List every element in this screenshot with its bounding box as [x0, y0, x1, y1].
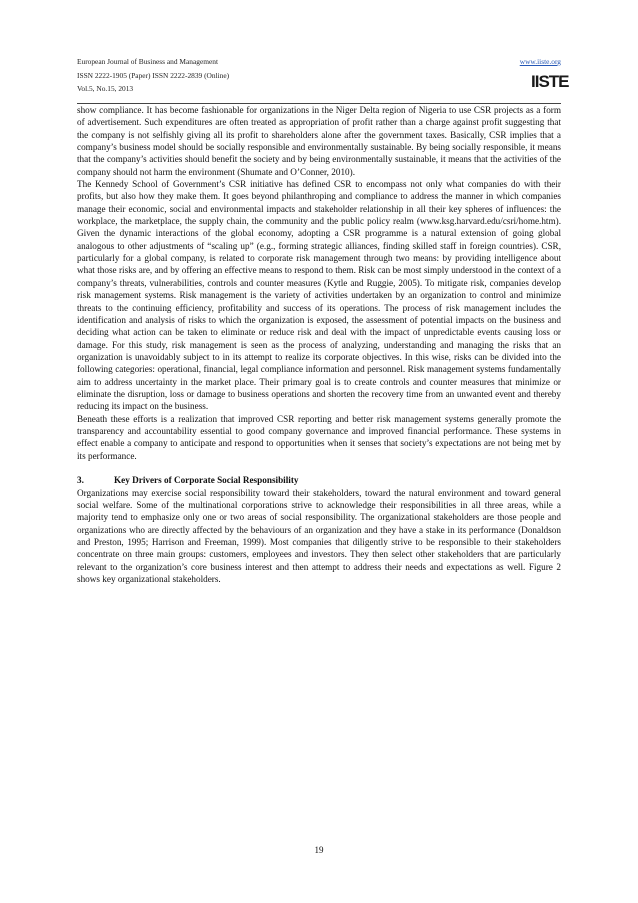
iiste-logo: IISTE: [531, 72, 569, 91]
section-title: Key Drivers of Corporate Social Responsibility: [114, 475, 299, 486]
body-text: [77, 104, 561, 585]
running-header: [77, 55, 569, 101]
section-heading: [77, 474, 561, 486]
paragraph-key-drivers: Organizations may exercise social responsibility toward their stakeholders, toward the natural environment and toward general social welfare. Some of the multinational corporations strive to acknowledge their responsibilities in all three areas, while a majority tend to emphasize only one or two areas of social responsibility. The organizational stakeholders are those people and organizations who are directly affected by the behaviours of an organization and they have a stake in its performance (Donaldson and Preston, 1995; Harrison and Freeman, 1999). Most companies that diligently strive to be responsible to their stakeholders concentrate on three main groups: customers, employees and investors. They then select other stakeholders that are particularly relevant to the organization’s core business interest and then attempt to address their needs and expectations as well. Figure 2 shows key organizational stakeholders.: [77, 487, 561, 585]
paragraph-kennedy-school: The Kennedy School of Government’s CSR initiative has defined CSR to encompass not only what companies do with their profits, but also how they make them. It goes beyond philanthroping and compliance to address the manner in which companies manage their economic, social and environmental impacts and stakeholder relationship in all their key spheres of influences: the workplace, the marketplace, the supply chain, the community and the public policy realm (www.ksg.harvard.edu/csri/home.htm). Given the dynamic interactions of the global economy, adopting a CSR programme is a natural extension of going global analogous to other adjustments of “scaling up” (e.g., forming strategic alliances, finding skilled staff in foreign countries). CSR, particularly for a global company, is related to corporate risk management through two means: by providing intelligence about what those risks are, and by offering an effective means to respond to them. Risk can be most simply understood in the context of a company’s threats, vulnerabilities, controls and counter measures (Kytle and Ruggie, 2005). To mitigate risk, companies develop risk management systems. Risk management is the variety of activities undertaken by an organization to control and minimize threats to the continuing efficiency, profitability and success of its operations. The process of risk management includes the identification and analysis of risks to which the organization is exposed, the assessment of potential impacts on the business and deciding what action can be taken to eliminate or reduce risk and deal with the impact of unpredictable events causing loss or damage. For this study, risk management is seen as the process of analyzing, understanding and managing the risks that an organization is unavoidably subject to in its attempt to realize its corporate objectives. In this wise, risks can be divided into the following categories: operational, financial, legal compliance information and personnel. Risk management systems fundamentally aim to address uncertainty in the market place. Their primary goal is to create controls and counter measures that minimize or eliminate the disruption, loss or damage to business operations and shorten the recovery time from an unwanted event and thereby reducing its impact on the business.: [77, 179, 561, 412]
paragraph-reporting-efforts: Beneath these efforts is a realization that improved CSR reporting and better risk management systems generally promote the transparency and accountability essential to good company governance and improved financial performance. These systems in effect enable a company to anticipate and respond to opportunities when it senses that society’s expectations are not being met by its performance.: [77, 413, 561, 461]
journal-url-link[interactable]: www.iiste.org: [519, 57, 561, 66]
journal-title: European Journal of Business and Management: [77, 57, 219, 66]
page-number: 19: [314, 845, 324, 855]
issn-line: ISSN 2222-1905 (Paper) ISSN 2222-2839 (Online): [77, 70, 230, 80]
volume-line: Vol.5, No.15, 2013: [77, 84, 134, 94]
paragraph-csr-compliance: show compliance. It has become fashionable for organizations in the Niger Delta region of Nigeria to use CSR projects as a form of advertisement. Such expenditures are often treated as appropriation of profit rather than a charge against profit suggesting that the company is not selfishly giving all its profit to shareholders alone after the government taxes. Basically, CSR implies that a company’s business model should be socially responsible and environmentally sustainable. By being socially responsible, it means that the company’s activities should benefit the society and by being environmentally sustainable, it means that the activities of the company should not harm the environment (Shumate and O’Conner, 2010).: [77, 105, 561, 177]
section-number: 3.: [77, 475, 84, 486]
